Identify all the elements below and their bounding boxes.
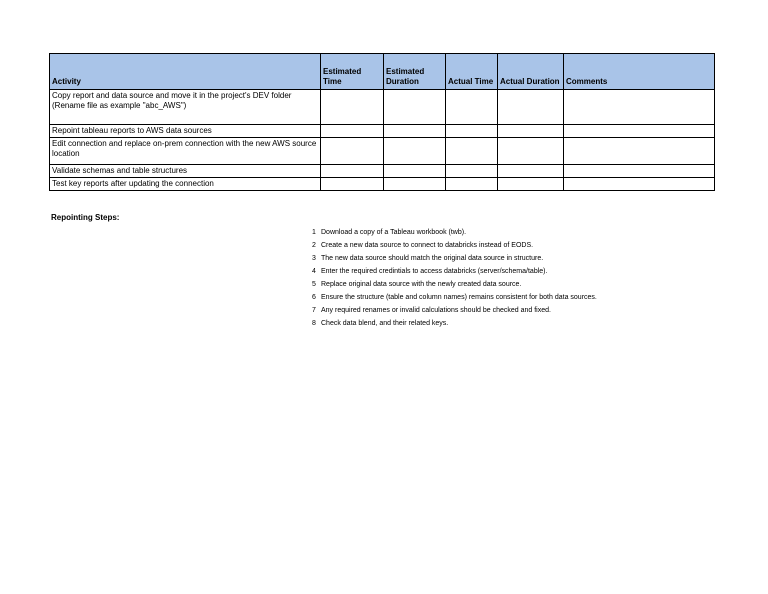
step-number: 7 — [312, 307, 316, 314]
step-number: 4 — [312, 268, 316, 275]
cell-estimated-time[interactable] — [321, 138, 384, 165]
cell-activity[interactable]: Repoint tableau reports to AWS data sources — [50, 125, 321, 138]
cell-activity[interactable]: Validate schemas and table structures — [50, 165, 321, 178]
step-number: 2 — [312, 242, 316, 249]
cell-estimated-duration[interactable] — [384, 125, 446, 138]
list-item — [312, 239, 597, 252]
list-item — [312, 226, 597, 239]
cell-estimated-duration[interactable] — [384, 138, 446, 165]
cell-estimated-duration[interactable] — [384, 165, 446, 178]
cell-comments[interactable] — [564, 165, 715, 178]
cell-comments[interactable] — [564, 125, 715, 138]
cell-actual-duration[interactable] — [498, 90, 564, 125]
table-row — [50, 90, 715, 125]
list-item — [312, 265, 597, 278]
step-text: The new data source should match the original data source in structure. — [321, 255, 544, 262]
repointing-steps-heading: Repointing Steps: — [51, 213, 120, 222]
cell-activity[interactable]: Edit connection and replace on-prem connection with the new AWS source location — [50, 138, 321, 165]
step-text: Replace original data source with the newly created data source. — [321, 281, 522, 288]
cell-actual-duration[interactable] — [498, 138, 564, 165]
cell-estimated-duration[interactable] — [384, 90, 446, 125]
step-text: Download a copy of a Tableau workbook (twb). — [321, 229, 467, 236]
cell-activity[interactable]: Test key reports after updating the connection — [50, 178, 321, 191]
step-text: Check data blend, and their related keys. — [321, 320, 449, 327]
cell-estimated-time[interactable] — [321, 125, 384, 138]
step-number: 8 — [312, 320, 316, 327]
cell-activity[interactable]: Copy report and data source and move it in the project's DEV folder (Rename file as example "abc_AWS") — [50, 90, 321, 125]
cell-actual-duration[interactable] — [498, 178, 564, 191]
table-row — [50, 138, 715, 165]
step-number: 5 — [312, 281, 316, 288]
header-estimated-time[interactable]: Estimated Time — [321, 54, 384, 90]
cell-actual-time[interactable] — [446, 165, 498, 178]
step-number: 3 — [312, 255, 316, 262]
list-item — [312, 291, 597, 304]
cell-comments[interactable] — [564, 138, 715, 165]
header-actual-duration[interactable]: Actual Duration — [498, 54, 564, 90]
header-comments[interactable]: Comments — [564, 54, 715, 90]
cell-actual-time[interactable] — [446, 90, 498, 125]
cell-actual-time[interactable] — [446, 138, 498, 165]
step-text: Create a new data source to connect to databricks instead of EODS. — [321, 242, 534, 249]
table-row — [50, 125, 715, 138]
cell-comments[interactable] — [564, 90, 715, 125]
cell-estimated-time[interactable] — [321, 165, 384, 178]
header-activity[interactable]: Activity — [50, 54, 321, 90]
step-text: Any required renames or invalid calculations should be checked and fixed. — [321, 307, 551, 314]
cell-estimated-time[interactable] — [321, 90, 384, 125]
step-number: 1 — [312, 229, 316, 236]
cell-actual-time[interactable] — [446, 178, 498, 191]
activity-plan-table — [49, 53, 715, 191]
header-estimated-duration[interactable]: Estimated Duration — [384, 54, 446, 90]
cell-actual-duration[interactable] — [498, 125, 564, 138]
step-text: Enter the required credintials to access databricks (server/schema/table). — [321, 268, 548, 275]
step-number: 6 — [312, 294, 316, 301]
step-text: Ensure the structure (table and column names) remains consistent for both data sources. — [321, 294, 597, 301]
list-item — [312, 317, 597, 330]
cell-estimated-duration[interactable] — [384, 178, 446, 191]
cell-estimated-time[interactable] — [321, 178, 384, 191]
cell-actual-duration[interactable] — [498, 165, 564, 178]
repointing-steps-list — [312, 226, 597, 330]
cell-comments[interactable] — [564, 178, 715, 191]
table-row — [50, 165, 715, 178]
header-actual-time[interactable]: Actual Time — [446, 54, 498, 90]
table-row — [50, 178, 715, 191]
list-item — [312, 278, 597, 291]
list-item — [312, 252, 597, 265]
list-item — [312, 304, 597, 317]
table-header-row — [50, 54, 715, 90]
cell-actual-time[interactable] — [446, 125, 498, 138]
